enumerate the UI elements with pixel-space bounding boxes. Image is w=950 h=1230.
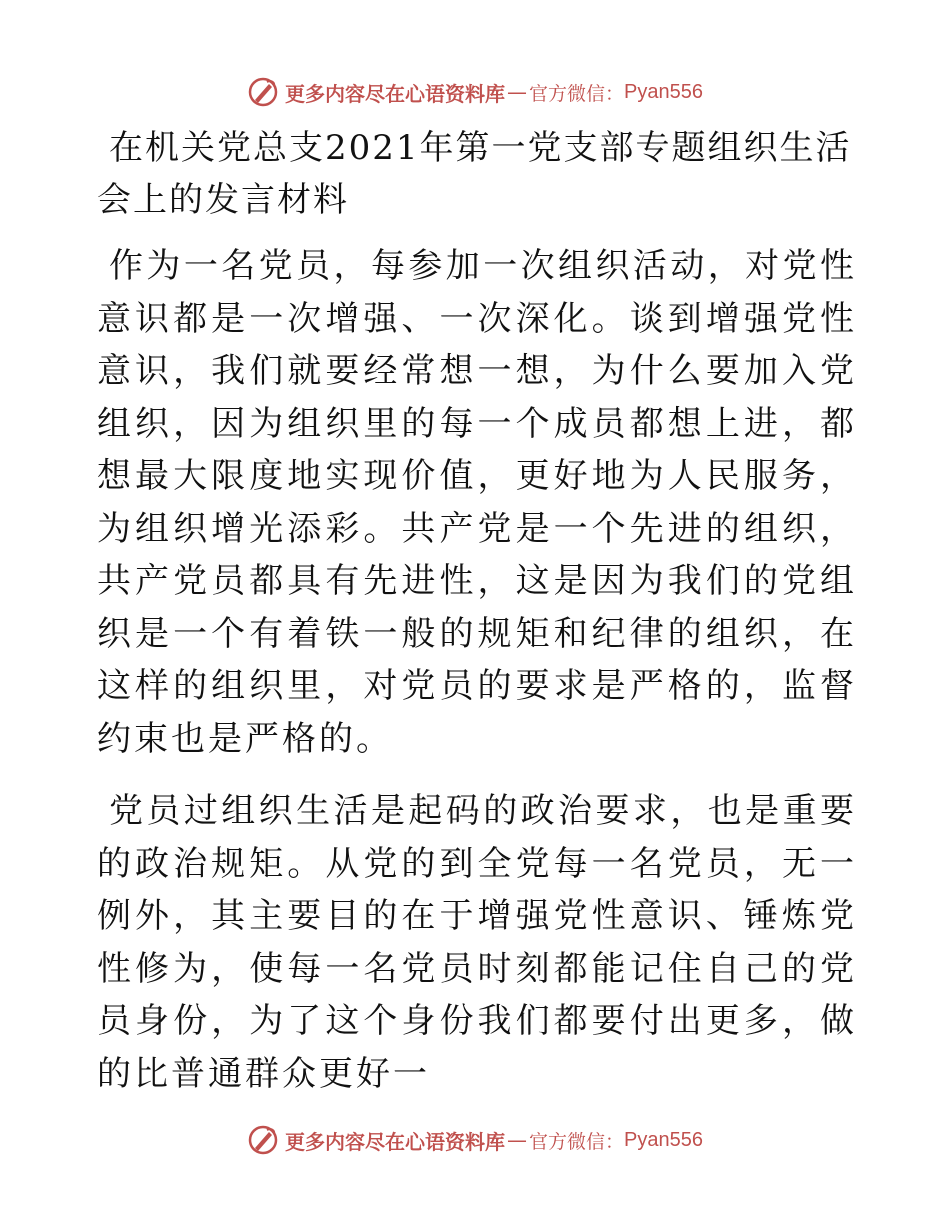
- quill-pen-circle-icon: [247, 1124, 279, 1156]
- footer-banner: [0, 1120, 950, 1160]
- quill-pen-circle-icon: [247, 76, 279, 108]
- document-body: [97, 122, 857, 1120]
- banner-separator: —: [507, 80, 527, 104]
- document-title: 在机关党总支2021年第一党支部专题组织生活会上的发言材料: [97, 128, 852, 220]
- banner-wechat-label: 官方微信：: [529, 82, 625, 105]
- banner-site-text: 更多内容尽在心语资料库: [285, 1129, 505, 1154]
- banner-site-text: 更多内容尽在心语资料库: [285, 81, 505, 106]
- paragraph-1: 作为一名党员，每参加一次组织活动，对党性意识都是一次增强、一次深化。谈到增强党性意识，我们就要经常想一想，为什么要加入党组织，因为组织里的每一个成员都想上进，都想最大限度地实现价值，更好地为人民服务，为组织增光添彩。共产党是一个先进的组织，共产党员都具有先进性，这是因为我们的党组织是一个有着铁一般的规矩和纪律的组织，在这样的组织里，对党员的要求是严格的，监督约束也是严格的。: [97, 246, 857, 759]
- banner-wechat-id: Pyan556: [624, 80, 703, 103]
- banner-wechat-label: 官方微信：: [529, 1130, 625, 1153]
- banner-wechat-id: Pyan556: [624, 1128, 703, 1151]
- banner-separator: —: [507, 1128, 527, 1152]
- paragraph-2: 党员过组织生活是起码的政治要求，也是重要的政治规矩。从党的到全党每一名党员，无一例外，其主要目的在于增强党性意识、锤炼党性修为，使每一名党员时刻都能记住自己的党员身份，为了这个身份我们都要付出更多，做的比普通群众更好一: [97, 791, 857, 1094]
- header-banner: [0, 72, 950, 112]
